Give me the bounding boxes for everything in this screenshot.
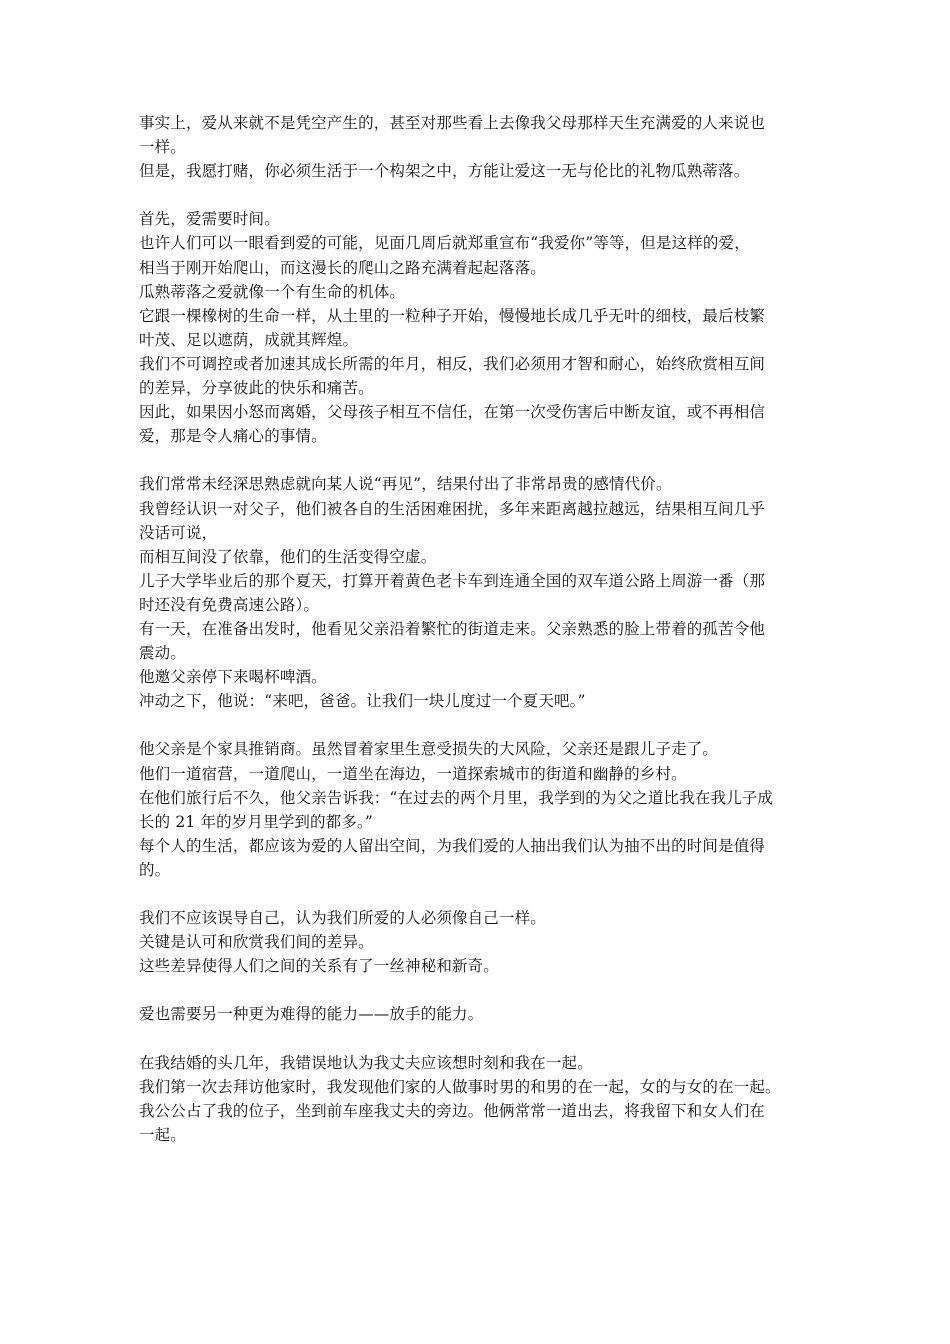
text-line: 儿子大学毕业后的那个夏天，打算开着黄色老卡车到连通全国的双车道公路上周游一番（那 (139, 571, 766, 590)
text-line: 事实上，爱从来就不是凭空产生的，甚至对那些看上去像我父母那样天生充满爱的人来说也 (139, 114, 766, 132)
blank-line (139, 978, 815, 1002)
text-line: 首先，爱需要时间。 (139, 210, 280, 229)
text-line: 长的 21 年的岁月里学到的都多。” (139, 812, 373, 831)
text-line: 瓜熟蒂落之爱就像一个有生命的机体。 (139, 282, 406, 301)
text-line: 而相互间没了依靠，他们的生活变得空虚。 (139, 547, 437, 566)
text-line: 我曾经认识一对父子，他们被各自的生活困难困扰，多年来距离越拉越远，结果相互间几乎 (139, 499, 766, 518)
blank-line (139, 448, 815, 472)
blank-line (139, 1027, 815, 1051)
text-line: 他们一道宿营，一道爬山，一道坐在海边，一道探索城市的街道和幽静的乡村。 (139, 764, 687, 783)
text-line: 震动。 (139, 644, 186, 663)
text-line: 也许人们可以一眼看到爱的可能，见面几周后就郑重宣布“我爱你”等等，但是这样的爱， (139, 234, 750, 253)
text-line: 我公公占了我的位子，坐到前车座我丈夫的旁边。他俩常常一道出去，将我留下和女人们在 (139, 1101, 766, 1120)
document-body (139, 111, 815, 1147)
text-line: 他父亲是个家具推销商。虽然冒着家里生意受损失的大风险，父亲还是跟儿子走了。 (139, 740, 719, 759)
text-line: 在我结婚的头几年，我错误地认为我丈夫应该想时刻和我在一起。 (139, 1053, 593, 1072)
text-line: 爱也需要另一种更为难得的能力——放手的能力。 (139, 1005, 484, 1024)
text-line: 他邀父亲停下来喝杯啤酒。 (139, 668, 327, 687)
text-line: 的。 (139, 860, 171, 879)
text-line: 爱，那是令人痛心的事情。 (139, 427, 327, 446)
text-line: 它跟一棵橡树的生命一样，从土里的一粒种子开始，慢慢地长成几乎无叶的细枝，最后枝繁 (139, 306, 766, 325)
text-line: 冲动之下，他说：“来吧，爸爸。让我们一块儿度过一个夏天吧。” (139, 692, 586, 711)
text-line: 有一天，在准备出发时，他看见父亲沿着繁忙的街道走来。父亲熟悉的脸上带着的孤苦令他 (139, 619, 766, 638)
text-line: 我们常常未经深思熟虑就向某人说“再见”，结果付出了非常昂贵的感情代价。 (139, 475, 672, 494)
text-line: 我们不应该误导自己，认为我们所爱的人必须像自己一样。 (139, 909, 546, 928)
text-line: 没话可说， (139, 523, 218, 542)
text-line: 关键是认可和欣赏我们间的差异。 (139, 933, 374, 952)
text-line: 我们不可调控或者加速其成长所需的年月，相反，我们必须用才智和耐心，始终欣赏相互间 (139, 354, 766, 373)
text-line: 的差异，分享彼此的快乐和痛苦。 (139, 379, 374, 398)
blank-line (139, 713, 815, 737)
text-line: 时还没有免费高速公路）。 (139, 595, 320, 614)
text-line: 这些差异使得人们之间的关系有了一丝神秘和新奇。 (139, 957, 499, 976)
blank-line (139, 183, 815, 207)
text-line: 在他们旅行后不久，他父亲告诉我：“在过去的两个月里，我学到的为父之道比我在我儿子成 (139, 788, 774, 807)
text-line: 叶茂、足以遮荫，成就其辉煌。 (139, 330, 359, 349)
text-line: 每个人的生活，都应该为爱的人留出空间，为我们爱的人抽出我们认为抽不出的时间是值得 (139, 836, 766, 855)
text-line: 但是，我愿打赌，你必须生活于一个构架之中，方能让爱这一无与伦比的礼物瓜熟蒂落。 (139, 162, 750, 181)
text-line: 一样。 (139, 138, 186, 157)
text-line: 一起。 (139, 1125, 186, 1144)
text-line: 因此，如果因小怒而离婚，父母孩子相互不信任，在第一次受伤害后中断友谊，或不再相信 (139, 403, 766, 422)
text-line: 我们第一次去拜访他家时，我发现他们家的人做事时男的和男的在一起，女的与女的在一起。 (139, 1077, 781, 1096)
blank-line (139, 882, 815, 906)
text-line: 相当于刚开始爬山，而这漫长的爬山之路充满着起起落落。 (139, 258, 546, 277)
